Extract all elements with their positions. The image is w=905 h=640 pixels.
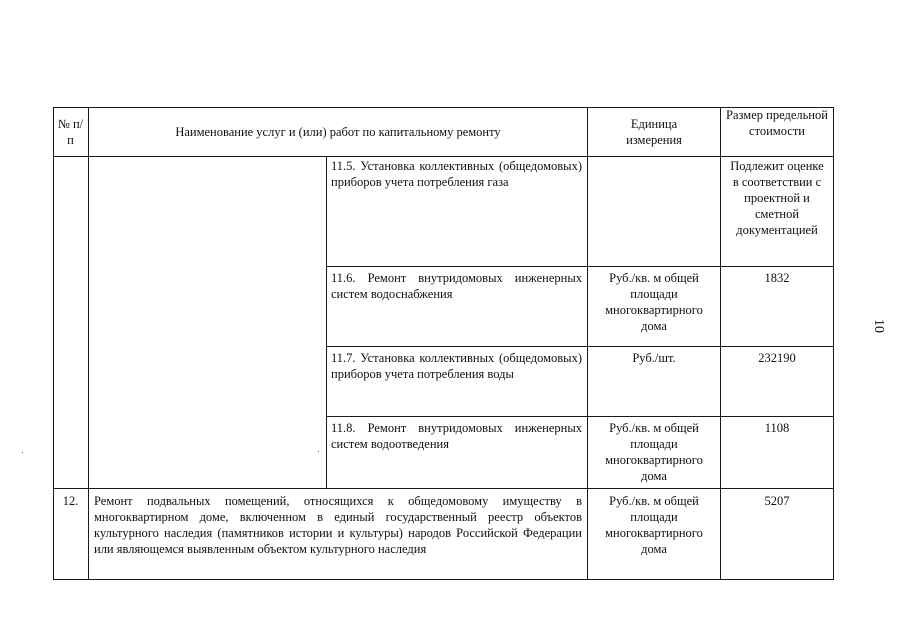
row-divider	[326, 346, 834, 347]
row-divider	[326, 266, 834, 267]
table-border-top	[53, 107, 834, 108]
header-cost: Размер предельной стоимости	[726, 108, 828, 138]
row-11-6-cost: 1832	[764, 271, 790, 285]
page-number: 10	[871, 319, 886, 333]
table-border-bottom	[53, 579, 834, 580]
column-divider	[88, 107, 89, 580]
header-unit: Единица измерения	[626, 117, 682, 147]
row-12-name: Ремонт подвальных помещений, относящихся к общедомовому имуществу в многоквартирном доме, включенном в единый государственный реестр объектов культурного наследия (памятников истории и культуры) народов Российской Федерации или являющемся выявленным объектом культурного наследия	[94, 494, 582, 556]
row-11-8-name: 11.8. Ремонт внутридомовых инженерных систем водоотведения	[331, 421, 582, 451]
row-12-unit: Руб./кв. м общей площади многоквартирного дома	[605, 494, 703, 556]
header-num: № п/п	[57, 117, 84, 147]
row-divider	[326, 416, 834, 417]
row-11-5-name: 11.5. Установка коллективных (общедомовых) приборов учета потребления газа	[331, 159, 582, 189]
row-11-6-unit: Руб./кв. м общей площади многоквартирного дома	[605, 271, 703, 333]
row-11-7-unit: Руб./шт.	[632, 351, 676, 365]
row-divider	[53, 488, 834, 489]
column-divider	[587, 107, 588, 580]
scan-speck	[22, 452, 23, 453]
header-bottom-rule	[53, 156, 834, 157]
row-11-6-name: 11.6. Ремонт внутридомовых инженерных систем водоснабжения	[331, 271, 582, 301]
row-11-7-name: 11.7. Установка коллективных (общедомовых) приборов учета потребления воды	[331, 351, 582, 381]
row-11-5-cost: Подлежит оценке в соответствии с проектной и сметной документацией	[730, 159, 824, 237]
row-11-8-cost: 1108	[764, 421, 790, 435]
column-divider	[720, 107, 721, 580]
row-11-7-cost: 232190	[758, 351, 796, 365]
scan-speck	[318, 451, 319, 452]
column-divider	[326, 156, 327, 489]
row-12-num: 12.	[62, 494, 79, 508]
header-name: Наименование услуг и (или) работ по капитальному ремонту	[175, 125, 501, 139]
table-border-right	[833, 107, 834, 580]
table-border-left	[53, 107, 54, 580]
row-12-cost: 5207	[764, 494, 790, 508]
row-11-8-unit: Руб./кв. м общей площади многоквартирного дома	[605, 421, 703, 483]
